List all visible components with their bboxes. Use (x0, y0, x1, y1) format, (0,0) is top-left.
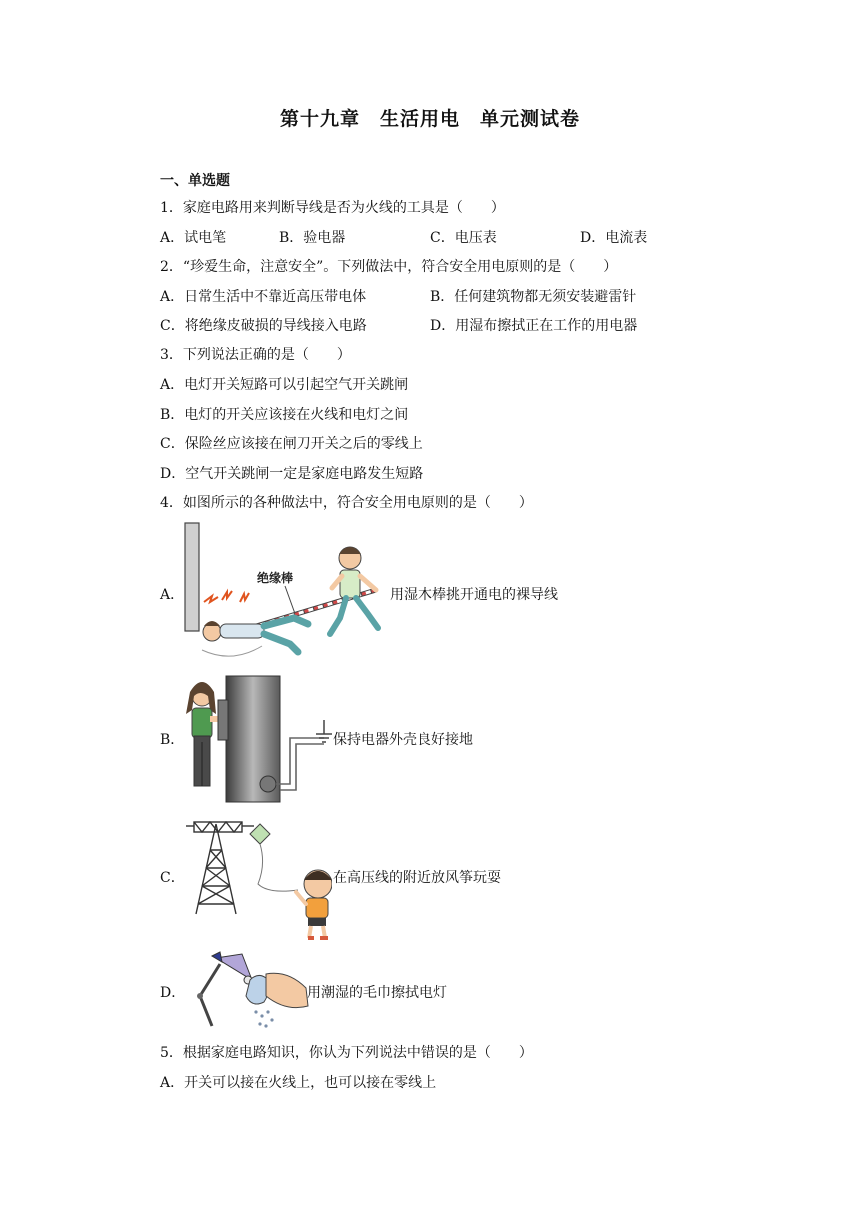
electrocution-rescue-illustration (180, 520, 392, 660)
q2-option-d: D．用湿布擦拭正在工作的用电器 (430, 318, 638, 334)
q4-option-d-caption: 用潮湿的毛巾擦拭电灯 (307, 985, 447, 1001)
q1-option-b: B．验电器 (279, 230, 346, 246)
question-5-stem: 5．根据家庭电路知识，你认为下列说法中错误的是（ ） (160, 1045, 533, 1061)
q1-option-a: A．试电笔 (160, 230, 227, 246)
q5-option-a: A．开关可以接在火线上，也可以接在零线上 (160, 1075, 437, 1091)
q4-option-d-letter: D． (160, 985, 186, 1001)
q2-option-b: B．任何建筑物都无须安装避雷针 (430, 289, 637, 305)
q4-option-c-caption: 在高压线的附近放风筝玩耍 (333, 870, 501, 886)
question-2-stem: 2．“珍爱生命，注意安全”。下列做法中，符合安全用电原则的是（ ） (160, 259, 618, 275)
page-title: 第十九章 生活用电 单元测试卷 (279, 108, 580, 130)
q3-option-a: A．电灯开关短路可以引起空气开关跳闸 (160, 377, 409, 393)
q2-option-a: A．日常生活中不靠近高压带电体 (160, 289, 367, 305)
q1-option-c: C．电压表 (430, 230, 497, 246)
question-4-stem: 4．如图所示的各种做法中，符合安全用电原则的是（ ） (160, 495, 533, 511)
grounded-appliance-illustration (180, 672, 340, 804)
q4-option-c-letter: C． (160, 870, 185, 886)
q4-option-a-caption: 用湿木棒挑开通电的裸导线 (390, 587, 558, 603)
question-1-stem: 1．家庭电路用来判断导线是否为火线的工具是（ ） (160, 200, 505, 216)
q3-option-c: C．保险丝应该接在闸刀开关之后的零线上 (160, 436, 423, 452)
q3-option-b: B．电灯的开关应该接在火线和电灯之间 (160, 407, 409, 423)
wet-towel-lamp-illustration (190, 950, 310, 1032)
question-3-stem: 3．下列说法正确的是（ ） (160, 347, 351, 363)
q2-option-c: C．将绝缘皮破损的导线接入电路 (160, 318, 367, 334)
q4-option-b-caption: 保持电器外壳良好接地 (333, 732, 473, 748)
section-heading: 一、单选题 (160, 173, 230, 189)
insulated-rod-label: 绝缘棒 (257, 571, 294, 585)
q3-option-d: D．空气开关跳闸一定是家庭电路发生短路 (160, 466, 424, 482)
q4-option-a-letter: A． (160, 587, 185, 603)
q4-option-b-letter: B． (160, 732, 185, 748)
q1-option-d: D．电流表 (580, 230, 648, 246)
kite-near-power-line-illustration (180, 814, 332, 942)
